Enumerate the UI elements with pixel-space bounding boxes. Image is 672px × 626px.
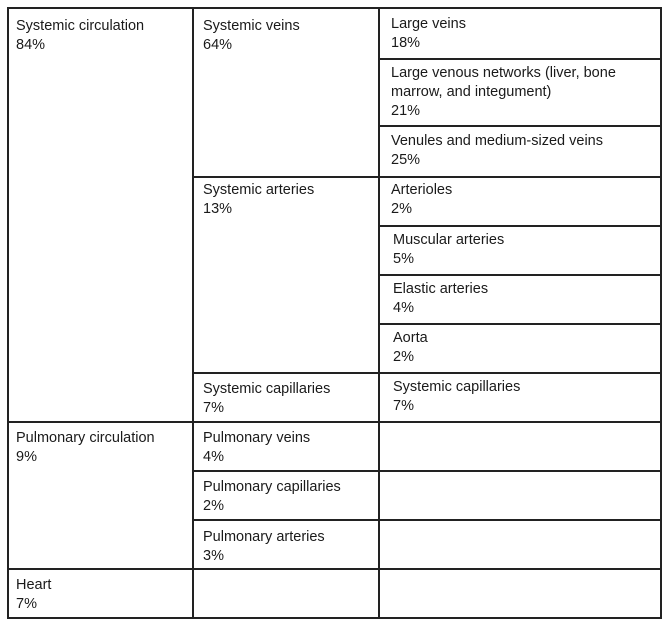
venous-networks-label: Large venous networks (liver, bone marrow, and integument) [391, 65, 616, 100]
systemic-arteries-label: Systemic arteries [203, 182, 315, 198]
heart-label: Heart [16, 577, 52, 593]
pulmonary-arteries-label: Pulmonary arteries [203, 529, 325, 545]
systemic-capillaries-detail-label: Systemic capillaries [393, 379, 521, 395]
grid-line [192, 7, 194, 619]
systemic-capillaries-detail-cell [393, 378, 657, 416]
venules-pct: 25% [391, 152, 421, 168]
venous-networks-cell [391, 64, 657, 121]
muscular-arteries-cell [393, 231, 657, 269]
pulmonary-capillaries-label: Pulmonary capillaries [203, 479, 341, 495]
pulmonary-circulation-cell [16, 429, 188, 467]
pulmonary-veins-label: Pulmonary veins [203, 430, 311, 446]
elastic-arteries-label: Elastic arteries [393, 281, 489, 297]
grid-line [192, 519, 662, 521]
large-veins-label: Large veins [391, 16, 466, 32]
systemic-circulation-label: Systemic circulation [16, 18, 145, 34]
aorta-label: Aorta [393, 330, 428, 346]
grid-line [378, 323, 662, 325]
systemic-veins-pct: 64% [203, 37, 233, 53]
grid-line [660, 7, 662, 619]
systemic-capillaries-detail-pct: 7% [393, 398, 414, 414]
large-veins-pct: 18% [391, 35, 421, 51]
aorta-cell [393, 329, 657, 367]
pulmonary-arteries-pct: 3% [203, 548, 224, 564]
systemic-capillaries-pct: 7% [203, 400, 224, 416]
elastic-arteries-cell [393, 280, 657, 318]
pulmonary-capillaries-cell [203, 478, 375, 516]
pulmonary-circulation-pct: 9% [16, 449, 37, 465]
grid-line [192, 372, 662, 374]
muscular-arteries-pct: 5% [393, 251, 414, 267]
heart-cell [16, 576, 188, 614]
aorta-pct: 2% [393, 349, 414, 365]
pulmonary-veins-pct: 4% [203, 449, 224, 465]
grid-line [7, 421, 662, 423]
pulmonary-veins-cell [203, 429, 375, 467]
elastic-arteries-pct: 4% [393, 300, 414, 316]
grid-line [192, 176, 662, 178]
systemic-veins-label: Systemic veins [203, 18, 300, 34]
systemic-capillaries-label: Systemic capillaries [203, 381, 331, 397]
arterioles-label: Arterioles [391, 182, 453, 198]
systemic-arteries-pct: 13% [203, 201, 233, 217]
systemic-circulation-pct: 84% [16, 37, 46, 53]
pulmonary-arteries-cell [203, 528, 375, 566]
arterioles-pct: 2% [391, 201, 412, 217]
pulmonary-circulation-label: Pulmonary circulation [16, 430, 155, 446]
heart-pct: 7% [16, 596, 37, 612]
venous-networks-pct: 21% [391, 103, 421, 119]
pulmonary-capillaries-pct: 2% [203, 498, 224, 514]
grid-line [7, 7, 9, 619]
grid-line [7, 7, 662, 9]
grid-line [378, 274, 662, 276]
grid-line [7, 617, 662, 619]
large-veins-cell [391, 15, 657, 53]
grid-line [378, 58, 662, 60]
grid-line [378, 7, 380, 619]
systemic-circulation-cell [16, 17, 188, 55]
arterioles-cell [391, 181, 657, 219]
systemic-veins-cell [203, 17, 375, 55]
systemic-capillaries-cell [203, 380, 375, 418]
venules-cell [391, 132, 657, 170]
grid-line [378, 225, 662, 227]
muscular-arteries-label: Muscular arteries [393, 232, 505, 248]
grid-line [7, 568, 662, 570]
grid-line [192, 470, 662, 472]
systemic-arteries-cell [203, 181, 375, 219]
grid-line [378, 125, 662, 127]
venules-label: Venules and medium-sized veins [391, 133, 603, 149]
